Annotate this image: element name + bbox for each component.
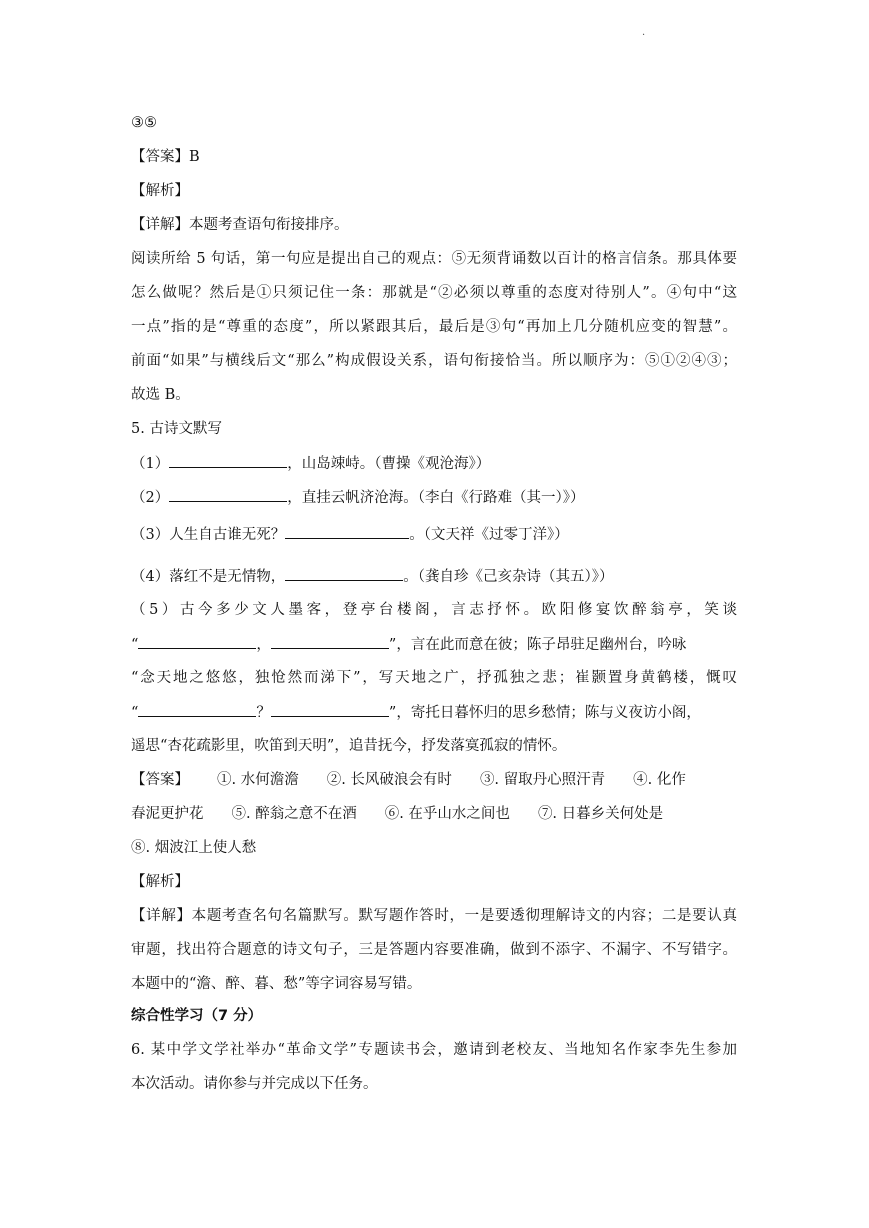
detail-line: 怎么做呢？然后是①只须记住一条：那就是“②必须以尊重的态度对待别人”。④句中“这 xyxy=(131,285,737,301)
q5-item-3-post: 。（文天祥《过零丁洋》） xyxy=(409,527,569,543)
q5-item-4-pre: （4）落红不是无情物， xyxy=(131,569,286,585)
detail-line: 阅读所给 5 句话，第一句应是提出自己的观点：⑤无须背诵数以百计的格言信条。那具体要 xyxy=(131,251,737,267)
open-quote: “ xyxy=(131,637,139,653)
question-6-line: 6. 某中学文学社举办“革命文学”专题读书会，邀请到老校友、当地知名作家李先生参加 xyxy=(131,1042,737,1058)
detail-line: 【详解】本题考查语句衔接排序。 xyxy=(131,217,349,233)
blank-4[interactable] xyxy=(285,566,403,581)
answer-item: ⑥. 在乎山水之间也 xyxy=(384,806,510,822)
q5-item-1-post: ，山岛竦峙。（曹操《观沧海》） xyxy=(287,456,491,472)
detail-line: 一点”指的是“尊重的态度”，所以紧跟其后，最后是③句“再加上几分随机应变的智慧”。 xyxy=(131,319,737,335)
q5-item-3-pre: （3）人生自古谁无死？ xyxy=(131,527,286,543)
q5-item-4-post: 。（龚自珍《己亥杂诗（其五）》） xyxy=(403,569,614,585)
q5-item-2 xyxy=(131,487,737,508)
analysis-5-heading: 【解析】 xyxy=(131,874,189,890)
q5-item-5-line-2 xyxy=(131,634,737,655)
q5-item-1 xyxy=(131,453,737,474)
analysis-5-line: 审题，找出符合题意的诗文句子，三是答题内容要准确，做到不添字、不漏字、不写错字。 xyxy=(131,942,737,958)
q5-item-5-line-3: “念天地之悠悠，独怆然而涕下”，写天地之广，抒孤独之悲；崔颢置身黄鹤楼，慨叹 xyxy=(131,670,737,686)
blank-2[interactable] xyxy=(169,487,287,502)
q5-item-5: （5）古今多少文人墨客，登亭台楼阁，言志抒怀。欧阳修宴饮醉翁亭，笑谈 xyxy=(131,602,737,618)
question-6-line: 本次活动。请你参与并完成以下任务。 xyxy=(131,1076,378,1092)
section-title: 综合性学习（7 分） xyxy=(131,1008,263,1024)
q5-item-5-text: ”，言在此而意在彼；陈子昂驻足幽州台，吟咏 xyxy=(388,637,687,653)
blank-5[interactable] xyxy=(138,634,256,649)
answer-5-line-1 xyxy=(131,770,737,790)
answer-item: ①. 水何澹澹 xyxy=(217,772,299,788)
answer-label: 【答案】 xyxy=(131,772,189,788)
analysis-5-line: 本题中的“澹、醉、暮、愁”等字词容易写错。 xyxy=(131,976,422,992)
analysis-5-line: 【详解】本题考查名句名篇默写。默写题作答时，一是要透彻理解诗文的内容；二是要认真 xyxy=(131,908,737,924)
q5-item-2-post: ，直挂云帆济沧海。（李白《行路难（其一）》） xyxy=(287,490,585,506)
detail-line: 故选 B。 xyxy=(131,387,190,403)
answer-5-line-2 xyxy=(131,804,737,824)
answer-item: 春泥更护花 xyxy=(131,806,204,822)
answer-item: ⑤. 醉翁之意不在酒 xyxy=(231,806,357,822)
blank-3[interactable] xyxy=(285,524,409,539)
blank-8[interactable] xyxy=(271,702,389,717)
q5-item-2-pre: （2） xyxy=(131,490,170,506)
q5-item-3 xyxy=(131,524,737,545)
q5-item-4 xyxy=(131,566,737,587)
text-line: ③⑤ xyxy=(131,115,157,131)
blank-1[interactable] xyxy=(169,453,287,468)
detail-line: 前面“如果”与横线后文“那么”构成假设关系，语句衔接恰当。所以顺序为：⑤①②④③； xyxy=(131,353,737,369)
page-mark: · xyxy=(642,30,646,41)
answer-item: ⑧. 烟波江上使人愁 xyxy=(131,840,257,856)
comma: ， xyxy=(256,637,271,653)
answer-item: ②. 长风破浪会有时 xyxy=(326,772,452,788)
analysis-heading: 【解析】 xyxy=(131,183,189,199)
answer-5-line-3 xyxy=(131,838,737,858)
blank-7[interactable] xyxy=(138,702,256,717)
q5-item-5-line-5: 遥思“杏花疏影里，吹笛到天明”，追昔抚今，抒发落寞孤寂的情怀。 xyxy=(131,738,567,754)
answer-item: ⑦. 日暮乡关何处是 xyxy=(537,806,664,822)
question-5-title: 5. 古诗文默写 xyxy=(131,421,222,437)
q5-item-1-pre: （1） xyxy=(131,456,170,472)
blank-6[interactable] xyxy=(271,634,389,649)
q5-item-5-text: ”，寄托日暮怀归的思乡愁情；陈与义夜访小阁， xyxy=(388,705,701,721)
open-quote: “ xyxy=(131,705,139,721)
q5-item-5-line-4 xyxy=(131,702,737,723)
answer-line: 【答案】B xyxy=(131,149,200,165)
question-mark: ？ xyxy=(256,705,271,721)
answer-item: ③. 留取丹心照汗青 xyxy=(479,772,606,788)
answer-item: ④. 化作 xyxy=(633,772,686,788)
